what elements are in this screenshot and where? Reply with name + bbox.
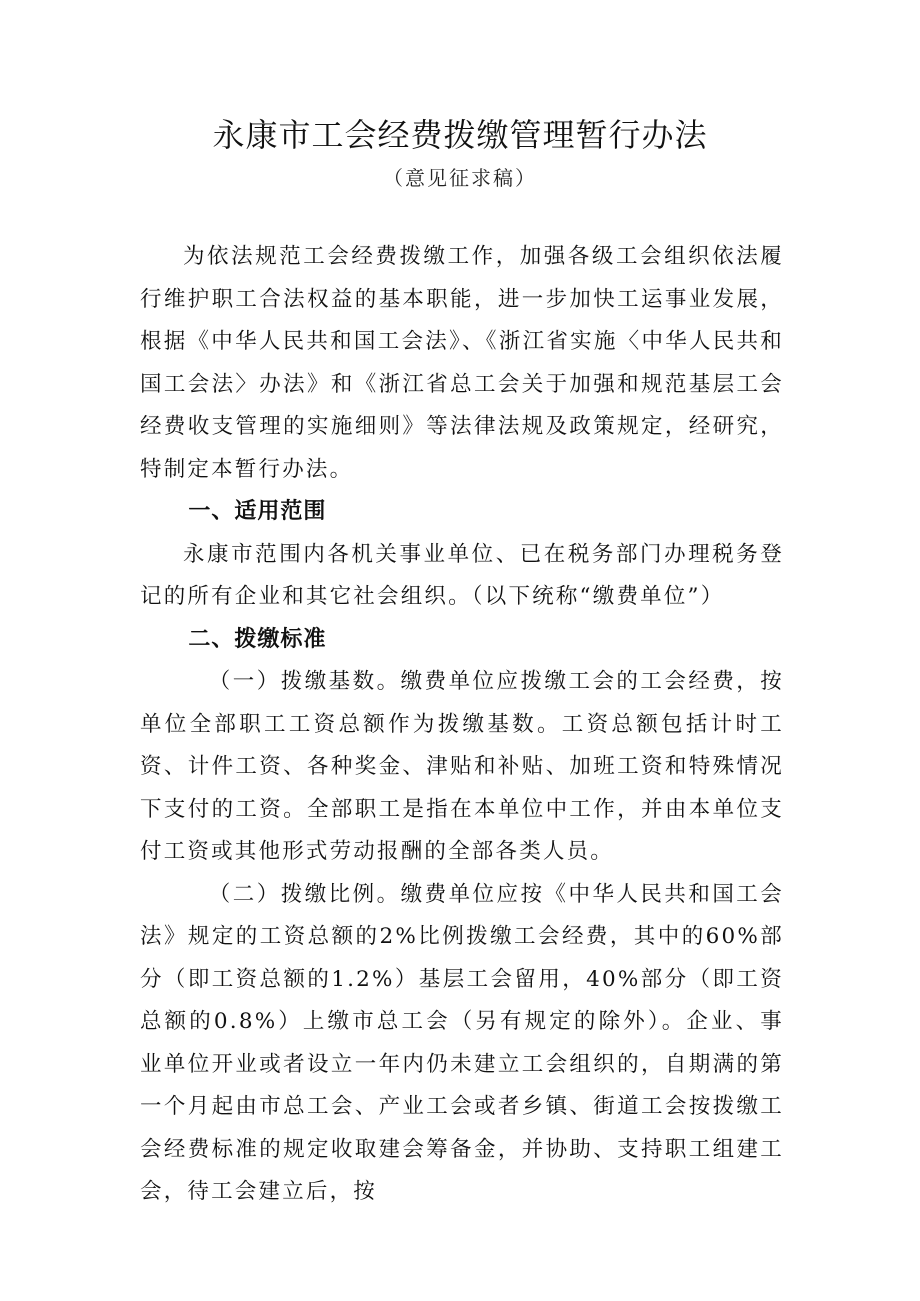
document-title: 永康市工会经费拨缴管理暂行办法 [212,116,708,154]
section-heading-scope: 一、适用范围 [188,499,327,524]
standard-item-ratio: （二）拨缴比例。缴费单位应按《中华人民共和国工会法》规定的工资总额的2%比例拨缴工会经费，其中的60%部分（即工资总额的1.2%）基层工会留用，40%部分（即工资总额的0.8%）上缴市总工会（另有规定的除外）。企业、事业单位开业或者设立一年内仍未建立工会组织的，自期满的第一个月起由市总工会、产业工会或者乡镇、街道工会按拨缴工会经费标准的规定收取建会筹备金，并协助、支持职工组建工会，待工会建立后，按 [140,881,784,1204]
document-subtitle: （意见征求稿） [383,166,537,190]
section-heading-standard: 二、拨缴标准 [188,626,327,652]
intro-paragraph: 为依法规范工会经费拨缴工作，加强各级工会组织依法履行维护职工合法权益的基本职能，进一步加快工运事业发展，根据《中华人民共和国工会法》、《浙江省实施〈中华人民共和国工会法〉办法》和《浙江省总工会关于加强和规范基层工会经费收支管理的实施细则》等法律法规及政策规定，经研究，特制定本暂行办法。 [140,244,784,482]
standard-item-base: （一）拨缴基数。缴费单位应拨缴工会的工会经费，按单位全部职工工资总额作为拨缴基数。工资总额包括计时工资、计件工资、各种奖金、津贴和补贴、加班工资和特殊情况下支付的工资。全部职工是指在本单位中工作，并由本单位支付工资或其他形式劳动报酬的全部各类人员。 [140,669,784,864]
document-body [140,236,784,1214]
scope-paragraph: 永康市范围内各机关事业单位、已在税务部门办理税务登记的所有企业和其它社会组织。（以下统称“缴费单位”） [140,541,784,609]
